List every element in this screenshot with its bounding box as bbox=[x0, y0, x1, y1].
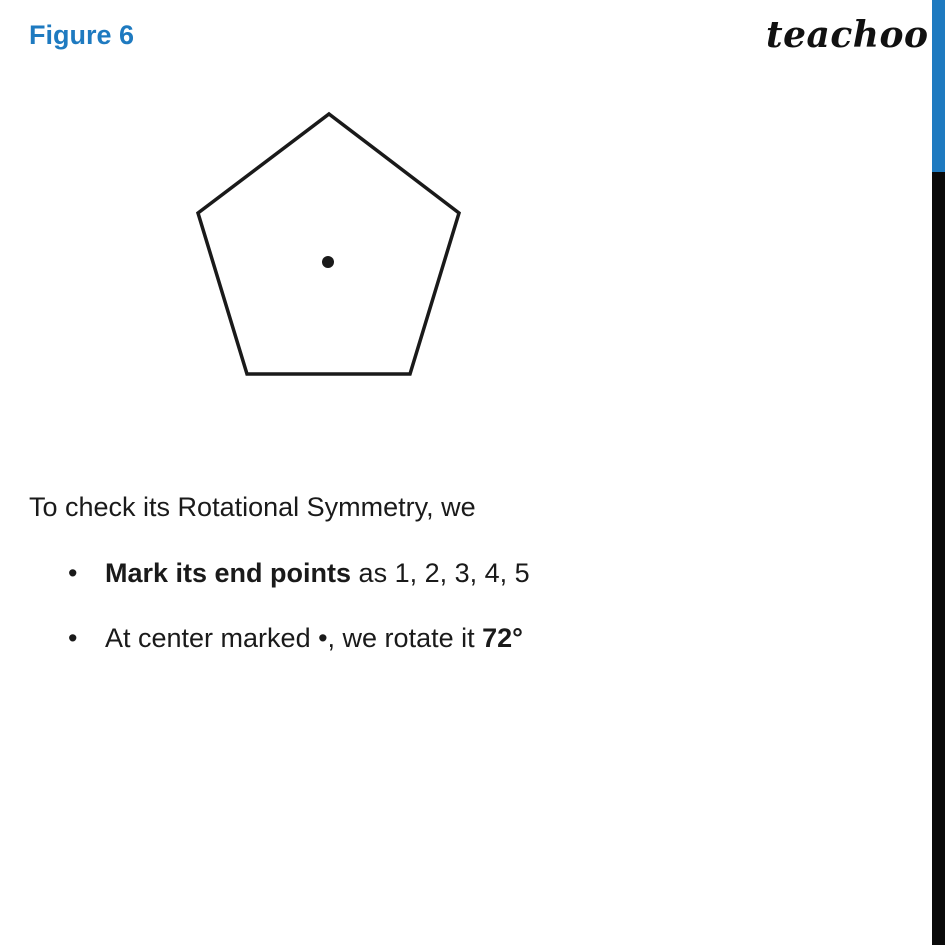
bullet-marker: • bbox=[68, 558, 78, 588]
bullet-prefix-text: At center marked •, we rotate it bbox=[105, 623, 483, 653]
pentagon-shape bbox=[198, 114, 459, 374]
side-bar-accent bbox=[932, 0, 945, 172]
intro-text: To check its Rotational Symmetry, we bbox=[29, 492, 476, 522]
brand-logo: teachoo bbox=[766, 14, 929, 56]
bullet-text bbox=[105, 623, 523, 654]
bullet-bold-text: 72° bbox=[482, 623, 523, 653]
figure-title: Figure 6 bbox=[29, 20, 135, 50]
pentagon-figure bbox=[0, 0, 930, 440]
bullet-bold-text: Mark its end points bbox=[105, 558, 352, 588]
bullet-rest-text: as 1, 2, 3, 4, 5 bbox=[351, 558, 530, 588]
bullet-marker: • bbox=[68, 623, 78, 653]
center-dot bbox=[322, 256, 334, 268]
bullet-text bbox=[105, 558, 530, 589]
